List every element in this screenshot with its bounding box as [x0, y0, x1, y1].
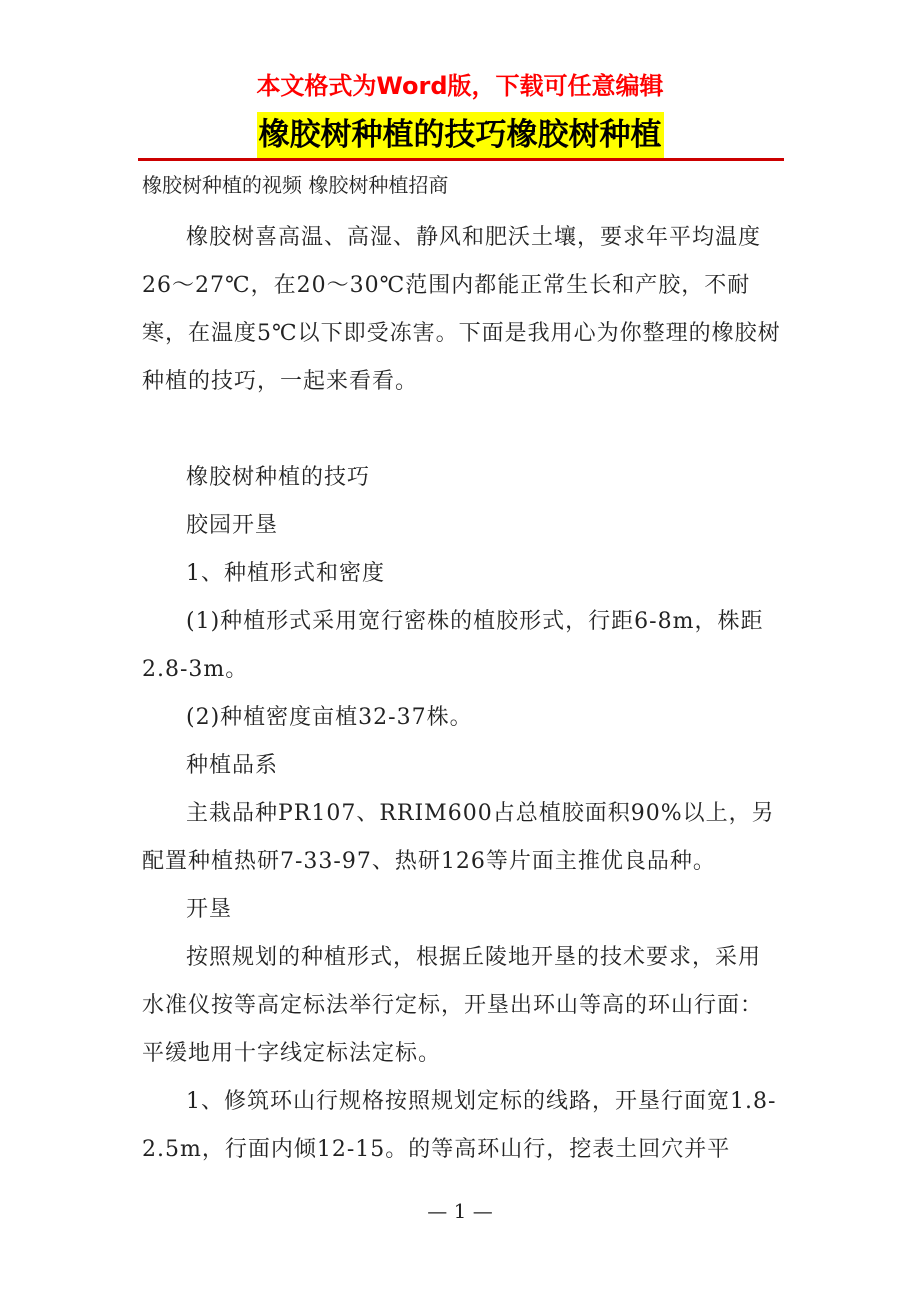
document-subtitle: 橡胶树种植的视频 橡胶树种植招商	[142, 173, 449, 197]
body-paragraph: 主栽品种PR107、RRIM600占总植胶面积90%以上，另配置种植热研7-33-97、热研126等片面主推优良品种。	[142, 801, 775, 874]
section-heading: 种植品系	[186, 753, 279, 778]
blank-line	[142, 406, 782, 454]
body-paragraph: 按照规划的种植形式，根据丘陵地开垦的技术要求，采用水准仪按等高定标法举行定标，开垦出环山等高的环山行面：平缓地用十字线定标法定标。	[142, 945, 764, 1066]
body-paragraph: (2)种植密度亩植32-37株。	[186, 705, 473, 730]
list-heading: 1、种植形式和密度	[186, 561, 385, 586]
body-paragraph: 1、修筑环山行规格按照规划定标的线路，开垦行面宽1.8-2.5m，行面内倾12-15。的等高环山行，挖表土回穴并平	[142, 1089, 777, 1162]
body-paragraph: 橡胶树喜高温、高湿、静风和肥沃土壤，要求年平均温度26～27℃，在20～30℃范围内都能正常生长和产胶，不耐寒，在温度5℃以下即受冻害。下面是我用心为你整理的橡胶树种植的技巧，一起来看看。	[142, 225, 781, 394]
body-paragraph: (1)种植形式采用宽行密株的植胶形式，行距6-8m，株距2.8-3m。	[142, 609, 764, 682]
download-notice: 本文格式为Word版，下载可任意编辑	[256, 72, 664, 100]
section-heading: 胶园开垦	[186, 513, 279, 538]
title-divider	[138, 158, 784, 161]
document-title: 橡胶树种植的技巧橡胶树种植	[257, 112, 664, 158]
document-body	[142, 214, 782, 1174]
page-number: — 1 —	[427, 1199, 493, 1223]
title-container	[0, 112, 920, 158]
section-heading: 橡胶树种植的技巧	[186, 465, 371, 490]
section-heading: 开垦	[186, 897, 233, 922]
